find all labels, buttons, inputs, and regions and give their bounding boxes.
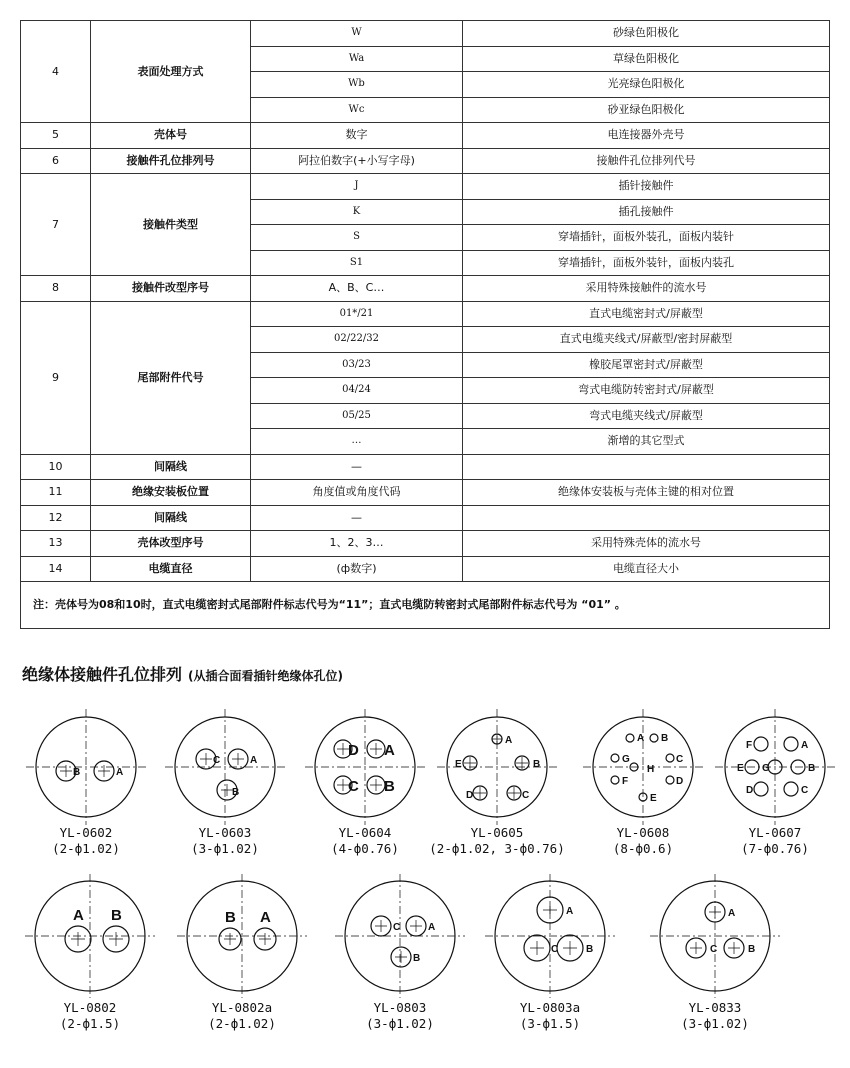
model-name: YL-0604	[338, 825, 392, 840]
pin-label: A	[566, 906, 574, 917]
pin-label: A	[250, 755, 258, 766]
table-row	[21, 480, 830, 506]
row-description: 砂亚绿色阳极化	[463, 97, 830, 123]
row-description: 穿墙插针，面板外装针，面板内装孔	[463, 250, 830, 276]
section-subtitle: (从插合面看插针绝缘体孔位)	[188, 669, 343, 683]
pin-label: B	[111, 907, 122, 924]
row-code: 01*/21	[251, 301, 463, 327]
row-description: 电缆直径大小	[463, 556, 830, 582]
row-description: 插孔接触件	[463, 199, 830, 225]
row-name: 表面处理方式	[91, 21, 251, 123]
model-name: YL-0803	[373, 1000, 427, 1015]
row-code: (ф数字)	[251, 556, 463, 582]
pin-label: C	[522, 790, 530, 801]
row-name: 电缆直径	[91, 556, 251, 582]
row-code: S	[251, 225, 463, 251]
pin-spec: (3-ф1.02)	[191, 841, 259, 856]
model-name: YL-0605	[470, 825, 524, 840]
row-name: 壳体改型序号	[91, 531, 251, 557]
row-name: 绝缘安装板位置	[91, 480, 251, 506]
table-row	[21, 556, 830, 582]
row-number: 4	[21, 21, 91, 123]
pin-label: B	[586, 944, 594, 955]
row-description	[463, 454, 830, 480]
row-name: 间隔线	[91, 505, 251, 531]
row-number: 12	[21, 505, 91, 531]
model-name: YL-0602	[59, 825, 113, 840]
pin-spec: (8-ф0.6)	[612, 841, 674, 856]
pin-label: C	[710, 944, 718, 955]
pin-label: C	[393, 922, 401, 933]
layout-diagram-0607	[690, 705, 850, 857]
pin-spec: (3-ф1.5)	[519, 1016, 581, 1031]
row-description: 采用特殊壳体的流水号	[463, 531, 830, 557]
row-code: Wc	[251, 97, 463, 123]
pin-label: G	[762, 763, 770, 774]
row-code: —	[251, 454, 463, 480]
table-note-row	[21, 582, 830, 629]
spec-table	[20, 20, 830, 629]
row-code: 03/23	[251, 352, 463, 378]
row-code: …	[251, 429, 463, 455]
row-number: 6	[21, 148, 91, 174]
pin-label: B	[748, 944, 756, 955]
row-description: 光亮绿色阳极化	[463, 72, 830, 98]
row-description: 渐增的其它型式	[463, 429, 830, 455]
pin-spec: (2-ф1.02)	[208, 1016, 276, 1031]
row-name: 间隔线	[91, 454, 251, 480]
pin-label: B	[808, 763, 816, 774]
pin-label: G	[622, 754, 630, 765]
pin-label: E	[737, 763, 744, 774]
layout-diagram-0802a	[157, 872, 327, 1032]
model-name: YL-0833	[688, 1000, 742, 1015]
layout-diagram-0802	[5, 872, 175, 1032]
row-name: 接触件孔位排列号	[91, 148, 251, 174]
pin-label: A	[116, 767, 124, 778]
row-description: 橡胶尾罩密封式/屏蔽型	[463, 352, 830, 378]
insert-layout-drawing	[412, 705, 582, 825]
table-row	[21, 276, 830, 302]
row-code: —	[251, 505, 463, 531]
pin-spec: (4-ф0.76)	[331, 841, 399, 856]
pin-label: D	[676, 776, 684, 787]
row-code: 阿拉伯数字(+小写字母)	[251, 148, 463, 174]
insert-layout-drawing	[465, 872, 635, 1000]
pin-label: D	[746, 785, 754, 796]
layout-diagram-0833	[630, 872, 800, 1032]
row-number: 7	[21, 174, 91, 276]
pin-label: A	[73, 907, 84, 924]
pin-label: B	[225, 909, 236, 926]
pin-label: D	[466, 790, 474, 801]
model-name: YL-0802	[63, 1000, 117, 1015]
row-code: Wb	[251, 72, 463, 98]
row-code: W	[251, 21, 463, 47]
row-code: S1	[251, 250, 463, 276]
row-name: 壳体号	[91, 123, 251, 149]
row-code: 05/25	[251, 403, 463, 429]
table-row	[21, 301, 830, 327]
layout-diagram-0605	[412, 705, 582, 857]
section-heading: 绝缘体接触件孔位排列	[22, 665, 183, 684]
row-code: A、B、C…	[251, 276, 463, 302]
row-number: 10	[21, 454, 91, 480]
pin-label: H	[647, 764, 655, 775]
pin-label: C	[801, 785, 809, 796]
model-name: YL-0802a	[211, 1000, 273, 1015]
pin-spec: (2-ф1.5)	[59, 1016, 121, 1031]
row-code: 角度值或角度代码	[251, 480, 463, 506]
row-description: 采用特殊接触件的流水号	[463, 276, 830, 302]
pin-label: F	[746, 740, 753, 751]
row-number: 13	[21, 531, 91, 557]
pin-label: C	[551, 944, 559, 955]
pin-label: A	[428, 922, 436, 933]
row-code: 02/22/32	[251, 327, 463, 353]
row-description: 直式电缆夹线式/屏蔽型/密封屏蔽型	[463, 327, 830, 353]
table-row	[21, 148, 830, 174]
pin-label: E	[455, 759, 462, 770]
row-code: J	[251, 174, 463, 200]
table-row	[21, 123, 830, 149]
pin-label: A	[384, 742, 395, 759]
pin-label: D	[348, 742, 359, 759]
insert-layout-drawing	[690, 705, 850, 825]
row-description: 穿墙插针，面板外装孔，面板内装针	[463, 225, 830, 251]
row-name: 尾部附件代号	[91, 301, 251, 454]
pin-label: A	[260, 909, 271, 926]
row-number: 5	[21, 123, 91, 149]
row-number: 14	[21, 556, 91, 582]
layout-diagram-0803	[315, 872, 485, 1032]
model-name: YL-0608	[616, 825, 670, 840]
pin-label: C	[348, 778, 359, 795]
pin-spec: (3-ф1.02)	[366, 1016, 434, 1031]
table-row	[21, 505, 830, 531]
pin-spec: (3-ф1.02)	[681, 1016, 749, 1031]
pin-label: A	[801, 740, 809, 751]
pin-label: B	[73, 767, 81, 778]
layout-diagram-0803a	[465, 872, 635, 1032]
pin-label: E	[650, 793, 657, 804]
row-description: 绝缘体安装板与壳体主键的相对位置	[463, 480, 830, 506]
table-row	[21, 21, 830, 47]
model-name: YL-0607	[748, 825, 802, 840]
pin-spec: (2-ф1.02)	[52, 841, 120, 856]
pin-label: B	[384, 778, 395, 795]
pin-spec: (7-ф0.76)	[741, 841, 809, 856]
insert-layout-drawing	[630, 872, 800, 1000]
row-code: 1、2、3…	[251, 531, 463, 557]
row-number: 9	[21, 301, 91, 454]
row-number: 11	[21, 480, 91, 506]
pin-label: B	[533, 759, 541, 770]
row-code: 数字	[251, 123, 463, 149]
pin-label: B	[413, 953, 421, 964]
row-description: 弯式电缆防转密封式/屏蔽型	[463, 378, 830, 404]
table-row	[21, 174, 830, 200]
row-code: 04/24	[251, 378, 463, 404]
row-code: K	[251, 199, 463, 225]
pin-label: A	[505, 735, 513, 746]
pin-label: A	[637, 733, 645, 744]
model-name: YL-0603	[198, 825, 252, 840]
table-row	[21, 531, 830, 557]
row-code: Wa	[251, 46, 463, 72]
row-description: 插针接触件	[463, 174, 830, 200]
row-description: 直式电缆密封式/屏蔽型	[463, 301, 830, 327]
insert-layout-drawing	[157, 872, 327, 1000]
pin-label: C	[676, 754, 684, 765]
insert-layout-drawing	[5, 872, 175, 1000]
pin-label: A	[728, 908, 736, 919]
row-description: 草绿色阳极化	[463, 46, 830, 72]
table-note: 注：壳体号为08和10时，直式电缆密封式尾部附件标志代号为“11”；直式电缆防转密封式尾部附件标志代号为 “01” 。	[21, 582, 830, 629]
row-number: 8	[21, 276, 91, 302]
pin-spec: (2-ф1.02, 3-ф0.76)	[429, 841, 565, 856]
row-description: 电连接器外壳号	[463, 123, 830, 149]
row-description	[463, 505, 830, 531]
table-row	[21, 454, 830, 480]
pin-label: B	[661, 733, 669, 744]
section-title	[22, 662, 343, 685]
pin-label: F	[622, 776, 629, 787]
row-description: 砂绿色阳极化	[463, 21, 830, 47]
pin-label: B	[232, 787, 240, 798]
pin-label: C	[213, 755, 221, 766]
model-name: YL-0803a	[519, 1000, 581, 1015]
insert-layout-drawing	[315, 872, 485, 1000]
row-name: 接触件类型	[91, 174, 251, 276]
row-description: 弯式电缆夹线式/屏蔽型	[463, 403, 830, 429]
row-name: 接触件改型序号	[91, 276, 251, 302]
row-description: 接触件孔位排列代号	[463, 148, 830, 174]
